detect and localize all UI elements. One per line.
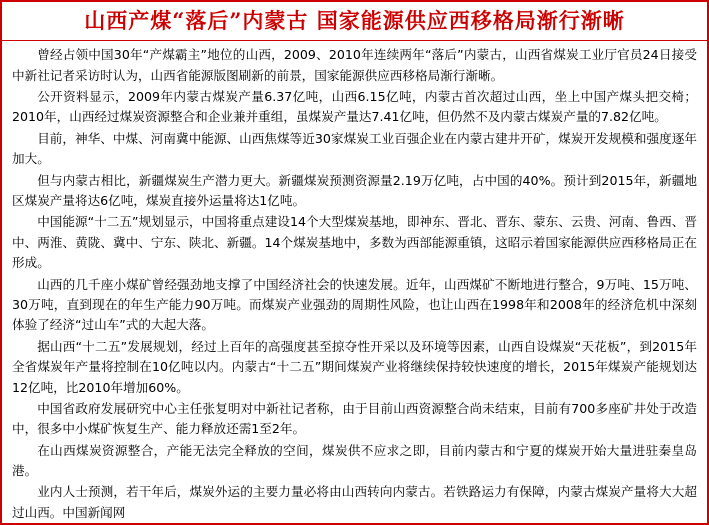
paragraph: 据山西“十二五”发展规划，经过上百年的高强度甚至掠夺性开采以及环境等因素，山西自设煤炭“天花板”，到2015年全省煤炭年产量将控制在10亿吨以内。内蒙古“十二五”期间煤炭产业将继续保持较快速度的增长，2015年煤炭产能规划达12亿吨，比2010年增加60%。: [12, 338, 697, 395]
paragraph: 山西的几千座小煤矿曾经强劲地支撑了中国经济社会的快速发展。近年，山西煤矿不断地进行整合，9万吨、15万吨、30万吨，直到现在的年生产能力90万吨。而煤炭产业强劲的周期性风险，也让山西在1998年和2008年的经济危机中深刻体验了经济“过山车”式的大起大落。: [12, 276, 697, 333]
page-title: 山西产煤“落后”内蒙古 国家能源供应西移格局渐行渐晰: [84, 8, 625, 33]
paragraph: 中国省政府发展研究中心主任张复明对中新社记者称，由于目前山西资源整合尚未结束，目前有700多座矿井处于改造中，很多中小煤矿恢复生产、能力释放还需1至2年。: [12, 400, 697, 437]
paragraph: 目前，神华、中煤、河南冀中能源、山西焦煤等近30家煤炭工业百强企业在内蒙古建井开矿，煤炭开发规模和强度逐年加大。: [12, 130, 697, 167]
paragraph: 中国能源“十二五”规划显示，中国将重点建设14个大型煤炭基地，即神东、晋北、晋东、蒙东、云贵、河南、鲁西、晋中、两淮、黄陇、冀中、宁东、陕北、新疆。14个煤炭基地中，多数为西部能源重镇，这昭示着国家能源供应西移格局正在形成。: [12, 214, 697, 271]
paragraph: 但与内蒙古相比，新疆煤炭生产潜力更大。新疆煤炭预测资源量2.19万亿吨，占中国的40%。预计到2015年，新疆地区煤炭产量将达6亿吨，煤炭直接外运量将达1亿吨。: [12, 172, 697, 208]
paragraph: 公开资料显示，2009年内蒙古煤炭产量6.37亿吨，山西6.15亿吨，内蒙古首次超过山西，坐上中国产煤头把交椅；2010年，山西经过煤炭资源整合和企业兼并重组，虽煤炭产量达7.41亿吨，但仍然不及内蒙古煤炭产量的7.82亿吨。: [12, 89, 697, 125]
paragraph: 在山西煤炭资源整合，产能无法完全释放的空间，煤炭供不应求之即，目前内蒙古和宁夏的煤炭开始大量进驻秦皇岛港。: [12, 442, 697, 479]
title-divider: [2, 40, 707, 41]
paragraph: 曾经占领中国30年“产煤霸主”地位的山西，2009、2010年连续两年“落后”内蒙古，山西省煤炭工业厅官员24日接受中新社记者采访时认为，山西省能源版图刷新的前景，国家能源供应西移格局渐行渐晰。: [12, 47, 697, 83]
article-body: [2, 45, 707, 525]
paragraph: 业内人士预测，若干年后，煤炭外运的主要力量必将由山西转向内蒙古。若铁路运力有保障，内蒙古煤炭产量将大大超过山西。中国新闻网: [12, 484, 697, 520]
